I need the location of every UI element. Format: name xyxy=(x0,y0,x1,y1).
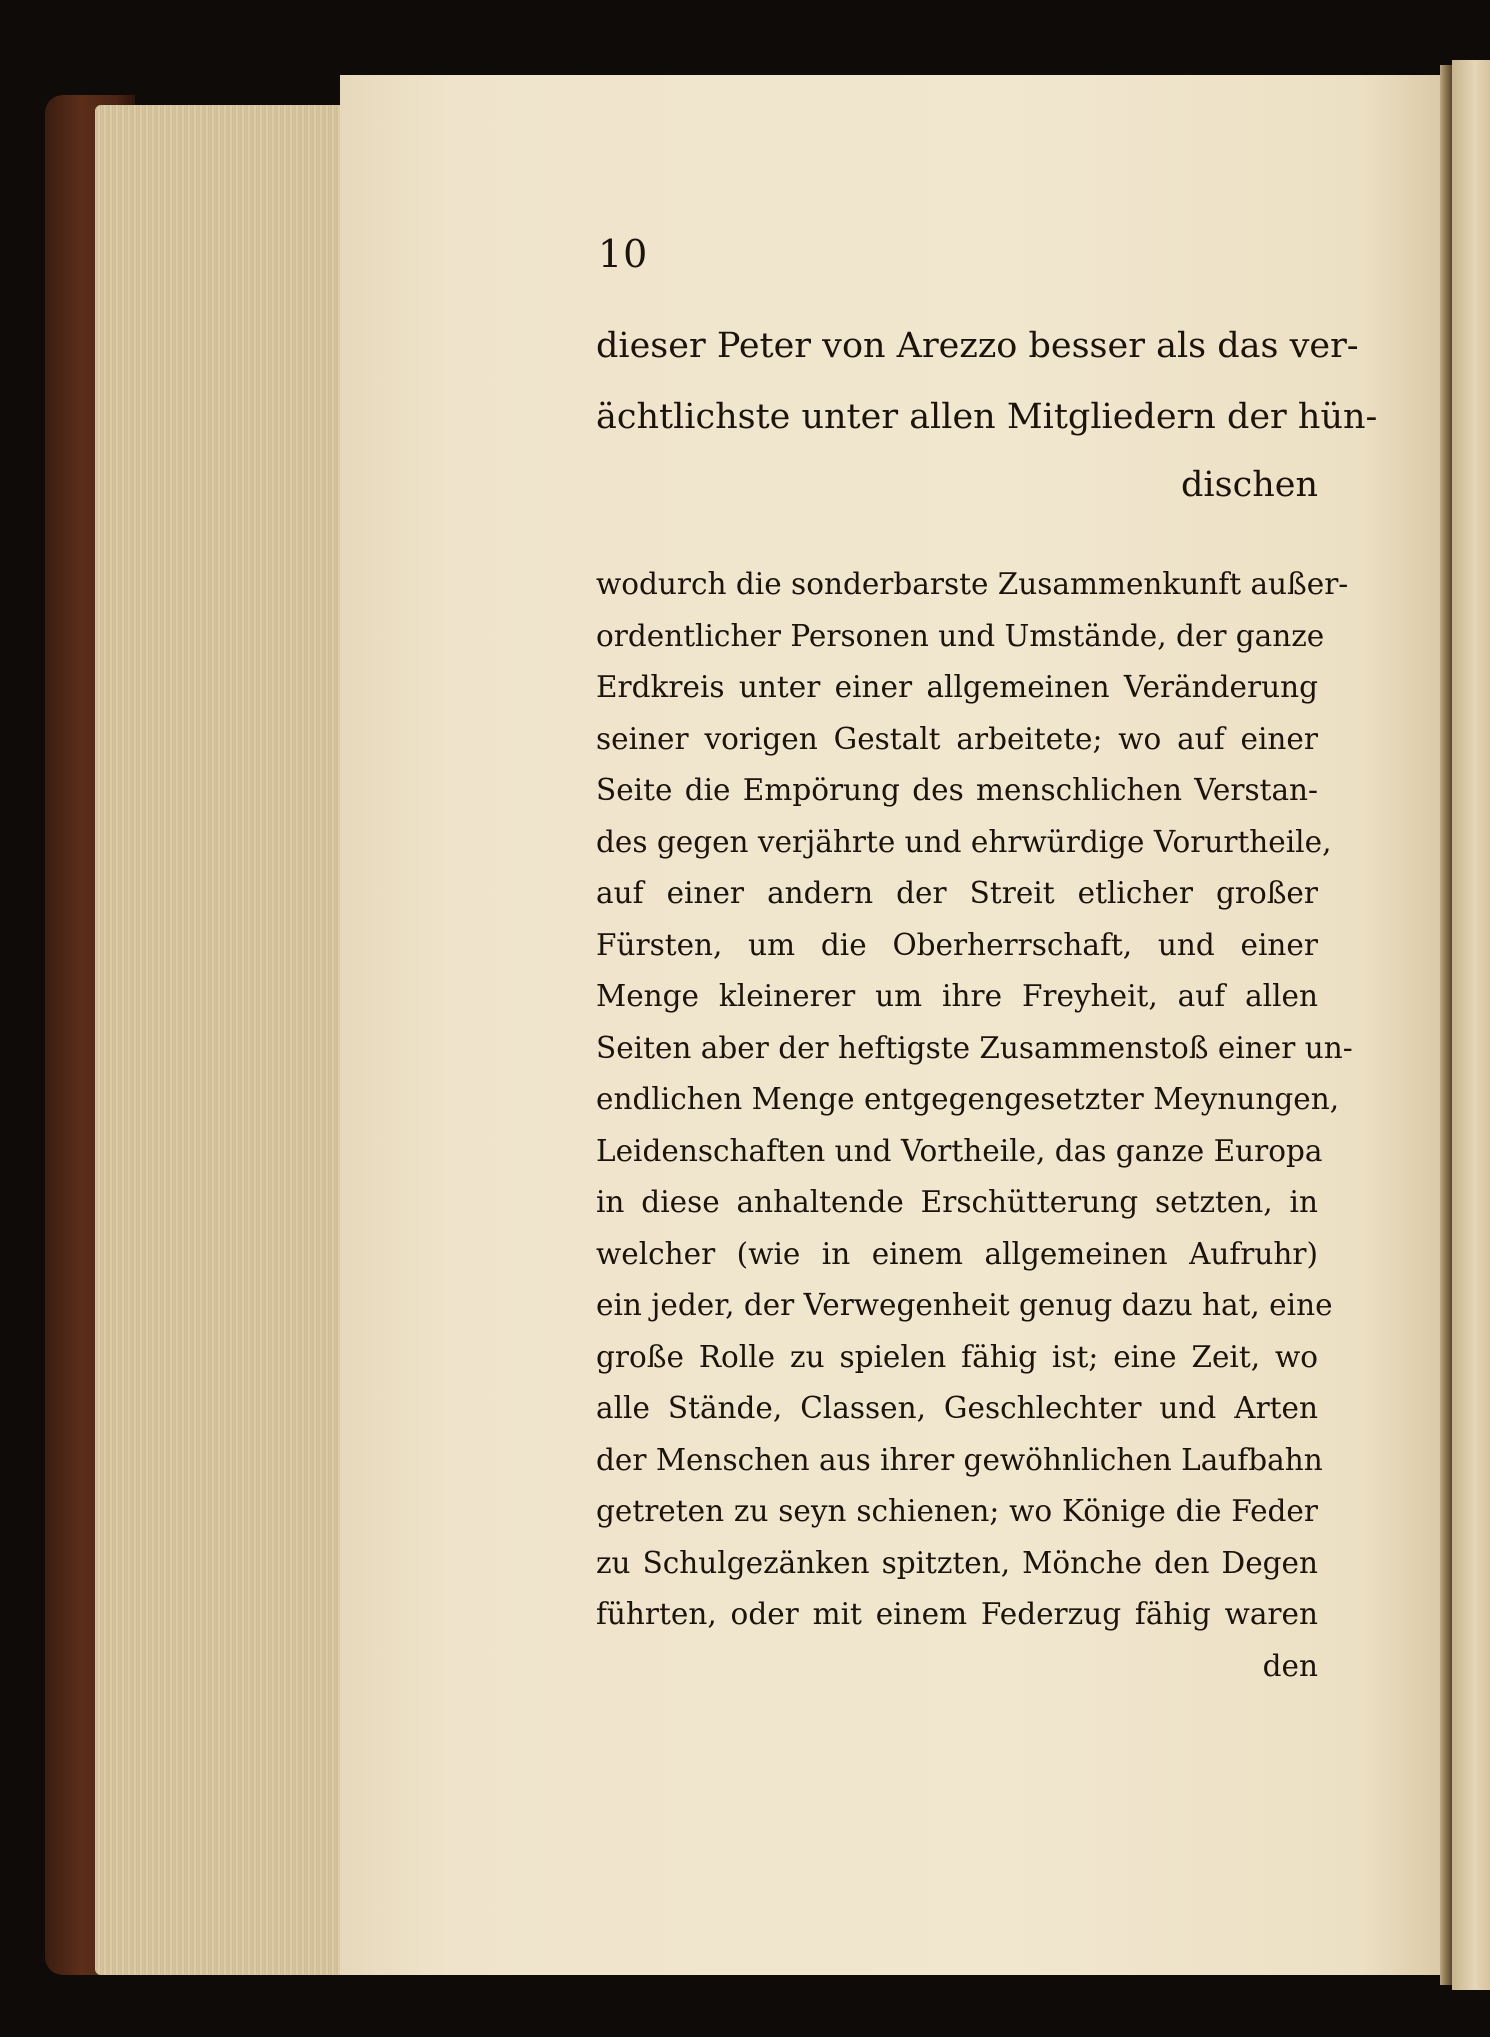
page-edges xyxy=(95,105,355,1975)
text-line: welcher (wie in einem allgemeinen Aufruhr) xyxy=(596,1237,1318,1271)
text-line: seiner vorigen Gestalt arbeitete; wo auf einer xyxy=(596,722,1318,756)
text-line: dieser Peter von Arezzo besser als das ver- xyxy=(596,326,1359,366)
text-line: auf einer andern der Streit etlicher großer xyxy=(596,876,1318,910)
page-number: 10 xyxy=(598,232,649,276)
text-line: getreten zu seyn schienen; wo Könige die Feder xyxy=(596,1494,1318,1528)
text-line: ordentlicher Personen und Umstände, der ganze xyxy=(596,619,1325,653)
text-line: zu Schulgezänken spitzten, Mönche den Degen xyxy=(596,1546,1318,1580)
catchword-line: dischen xyxy=(1181,465,1318,505)
text-line: der Menschen aus ihrer gewöhnlichen Laufbahn xyxy=(596,1443,1323,1477)
facing-page-edge xyxy=(1452,60,1490,1990)
text-line: ächtlichste unter allen Mitgliedern der hün- xyxy=(596,397,1378,437)
text-line: in diese anhaltende Erschütterung setzten, in xyxy=(596,1185,1318,1219)
book-gutter xyxy=(1440,65,1452,1985)
text-line: ein jeder, der Verwegenheit genug dazu hat, eine xyxy=(596,1288,1333,1322)
text-line: Fürsten, um die Oberherrschaft, und einer xyxy=(596,928,1318,962)
catchword-line: den xyxy=(1262,1649,1318,1683)
text-line: Seiten aber der heftigste Zusammenstoß einer un- xyxy=(596,1031,1353,1065)
text-line: führten, oder mit einem Federzug fähig waren xyxy=(596,1597,1318,1631)
text-line: Erdkreis unter einer allgemeinen Veränderung xyxy=(596,670,1318,704)
text-line: des gegen verjährte und ehrwürdige Vorurtheile, xyxy=(596,825,1332,859)
text-line: wodurch die sonderbarste Zusammenkunft außer- xyxy=(596,567,1349,601)
text-line: Seite die Empörung des menschlichen Verstan- xyxy=(596,773,1318,807)
text-line: Menge kleinerer um ihre Freyheit, auf allen xyxy=(596,979,1318,1013)
text-line: endlichen Menge entgegengesetzter Meynungen, xyxy=(596,1082,1340,1116)
text-line: große Rolle zu spielen fähig ist; eine Zeit, wo xyxy=(596,1340,1318,1374)
text-line: Leidenschaften und Vortheile, das ganze Europa xyxy=(596,1134,1323,1168)
text-line: alle Stände, Classen, Geschlechter und Arten xyxy=(596,1391,1318,1425)
